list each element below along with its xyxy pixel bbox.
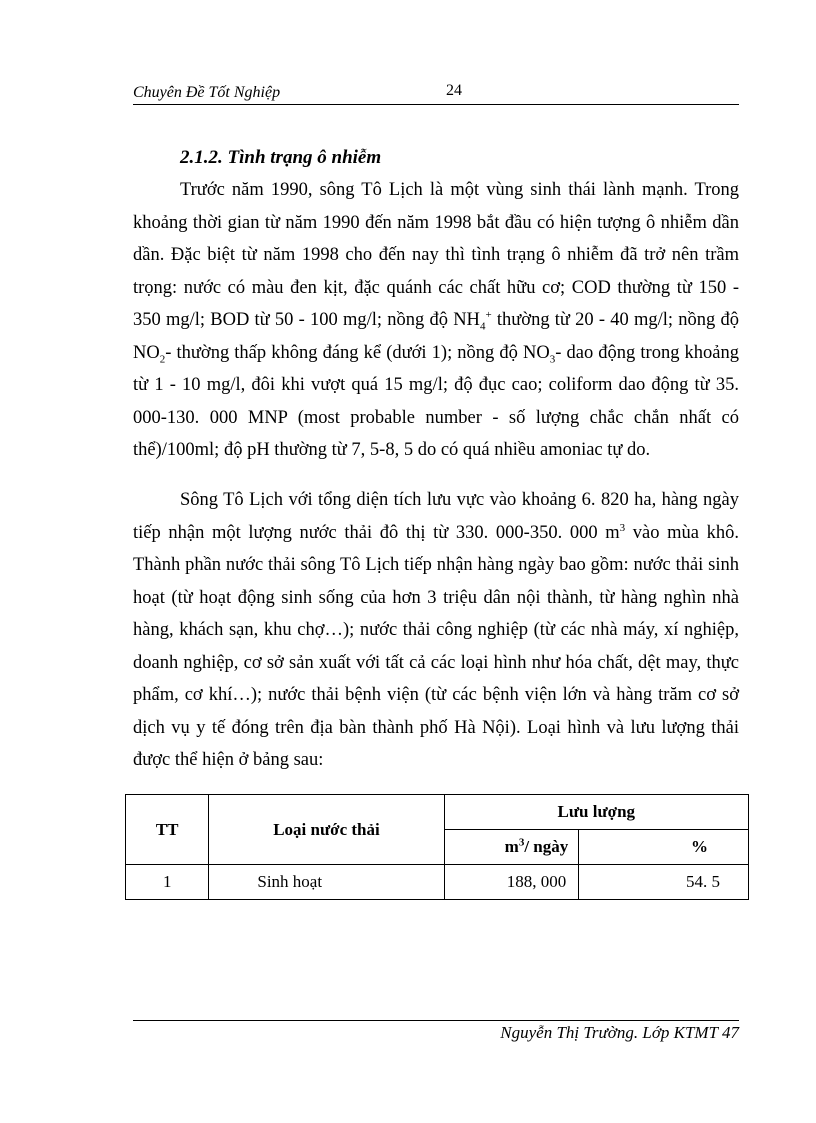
footer-author: Nguyễn Thị Trường. Lớp KTMT 47 — [500, 1023, 739, 1042]
cell-tt: 1 — [126, 865, 209, 900]
header-flow: Lưu lượng — [444, 795, 748, 830]
paragraph-wastewater — [133, 484, 739, 777]
header-m3-prefix: m — [504, 837, 519, 856]
wastewater-table — [125, 794, 749, 900]
cell-percent: 54. 5 — [579, 865, 749, 900]
nh4-superscript: + — [485, 308, 492, 321]
header-tt: TT — [126, 795, 209, 865]
para2-text-1: Sông Tô Lịch với tổng diện tích lưu vực vào khoảng 6. 820 ha, hàng ngày tiếp nhận một lượng nước thải đô thị từ 330. 000-350. 000 m — [133, 490, 739, 543]
header-title: Chuyên Đề Tốt Nghiệp — [133, 84, 281, 101]
page-number: 24 — [446, 82, 462, 99]
paragraph-pollution-status — [133, 174, 739, 467]
header-m3-suffix: / ngày — [524, 837, 569, 856]
table-row — [126, 865, 749, 900]
para1-text-1: Trước năm 1990, sông Tô Lịch là một vùng sinh thái lành mạnh. Trong khoảng thời gian từ năm 1990 đến năm 1998 bắt đầu có hiện tượng ô nhiễm dần dần. Đặc biệt từ năm 1998 cho đến nay thì tình trạng ô nhiễm đã trở nên trầm trọng: nước có màu đen kịt, đặc quánh các chất hữu cơ; COD thường từ 150 - 350 mg/l; BOD từ 50 - 100 mg/l; nồng độ NH — [133, 180, 739, 330]
para1-text-4: - dao động trong khoảng từ 1 - 10 mg/l, đôi khi vượt quá 15 mg/l; độ đục cao; coliform dao động từ 35. 000-130. 000 MNP (most probable number - số lượng chắc chắn nhất có thể)/100ml; độ pH thường từ 7, 5-8, 5 do có quá nhiều amoniac tự do. — [133, 342, 740, 460]
section-heading: 2.1.2. Tình trạng ô nhiễm — [180, 147, 382, 168]
header-type: Loại nước thải — [209, 795, 444, 865]
para2-text-2: vào mùa khô. Thành phần nước thải sông Tô Lịch tiếp nhận hàng ngày bao gồm: nước thải sinh hoạt (từ hoạt động sinh sống của hơn 3 triệu dân nội thành, từ hàng nghìn nhà hàng, khách sạn, khu chợ…); nước thải công nghiệp (từ các nhà máy, xí nghiệp, doanh nghiệp, cơ sở sản xuất với tất cả các loại hình như hóa chất, dệt may, thực phẩm, cơ khí…); nước thải bệnh viện (từ các bệnh viện lớn và hàng trăm cơ sở dịch vụ y tế đóng trên địa bàn thành phố Hà Nội). Loại hình và lưu lượng thải được thể hiện ở bảng sau: — [133, 522, 739, 770]
para1-text-3: - thường thấp không đáng kể (dưới 1); nồng độ NO — [165, 342, 550, 363]
m3-superscript: 3 — [619, 521, 626, 534]
nh4-subscript: 4 — [479, 320, 486, 333]
header-percent: % — [579, 830, 749, 865]
cell-type: Sinh hoạt — [209, 865, 444, 900]
no2-subscript: 2 — [159, 353, 166, 366]
para1-text-2: thường từ 20 - 40 mg/l; nồng độ NO — [133, 310, 739, 363]
header-m3-per-day — [444, 830, 579, 865]
page-header — [133, 82, 739, 105]
page-footer — [133, 1020, 739, 1042]
table-header-row — [126, 795, 749, 830]
cell-m3-per-day: 188, 000 — [444, 865, 579, 900]
header-m3-sup: 3 — [518, 836, 525, 849]
no3-subscript: 3 — [549, 353, 556, 366]
